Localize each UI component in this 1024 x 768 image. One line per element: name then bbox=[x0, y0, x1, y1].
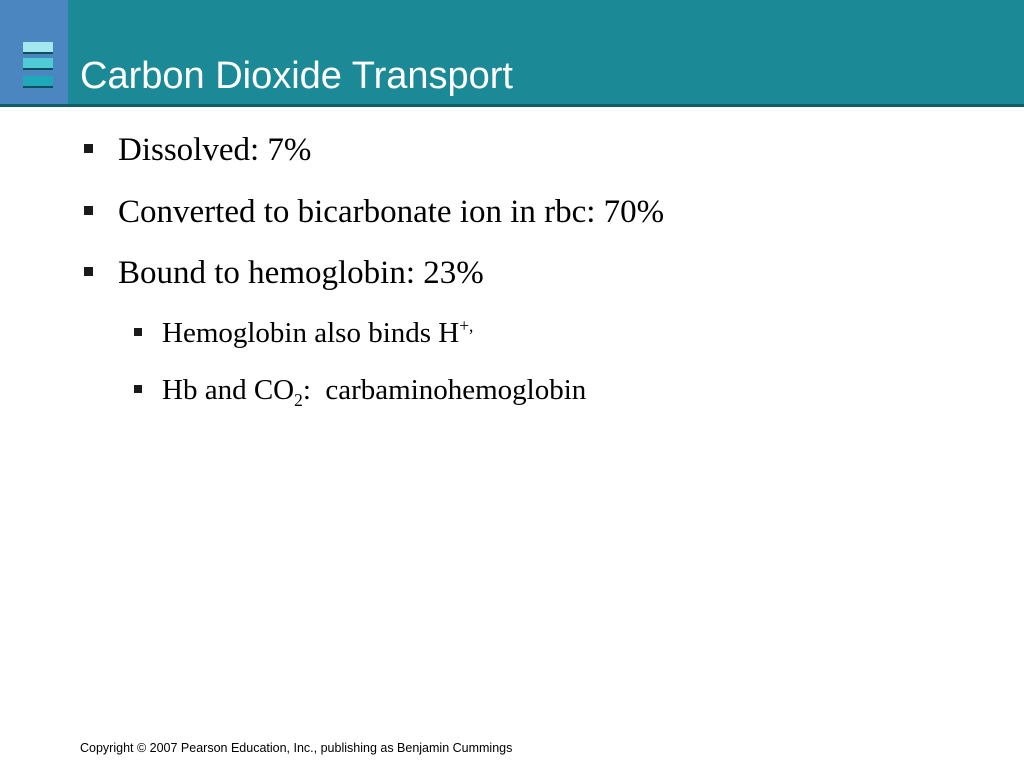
square-bullet-icon bbox=[84, 144, 93, 153]
square-bullet-icon bbox=[84, 267, 93, 276]
sub-bullet-text bbox=[162, 374, 587, 410]
square-bullet-icon bbox=[134, 328, 142, 336]
superscript-text: +, bbox=[459, 315, 474, 336]
bullet-item-hemoglobin bbox=[84, 253, 484, 293]
title-band-underline bbox=[0, 104, 1024, 107]
bullet-text: Dissolved: 7% bbox=[118, 132, 312, 168]
bullet-text: Bound to hemoglobin: 23% bbox=[118, 255, 484, 291]
bullet-item-dissolved bbox=[84, 130, 311, 170]
logo-bar-top bbox=[23, 42, 53, 54]
logo-bar-bottom bbox=[23, 76, 53, 88]
square-bullet-icon bbox=[134, 385, 142, 393]
copyright-footer: Copyright © 2007 Pearson Education, Inc., publishing as Benjamin Cummings bbox=[80, 741, 513, 755]
sub-bullet-item-carbaminohemoglobin bbox=[134, 372, 586, 408]
logo-bar-middle bbox=[23, 58, 53, 70]
sub-bullet-text-main: Hb and CO bbox=[162, 374, 295, 406]
bullet-text: Converted to bicarbonate ion in rbc: 70% bbox=[118, 194, 665, 230]
subscript-text: 2 bbox=[294, 389, 303, 410]
bullet-item-bicarbonate bbox=[84, 192, 664, 232]
sub-bullet-text-tail: : carbaminohemoglobin bbox=[302, 374, 587, 406]
square-bullet-icon bbox=[84, 206, 93, 215]
sub-bullet-text-main: Hemoglobin also binds H bbox=[162, 317, 460, 349]
side-accent-block bbox=[0, 0, 68, 104]
slide-title: Carbon Dioxide Transport bbox=[80, 55, 513, 97]
sub-bullet-item-h-plus bbox=[134, 315, 473, 351]
sub-bullet-text bbox=[162, 317, 473, 349]
